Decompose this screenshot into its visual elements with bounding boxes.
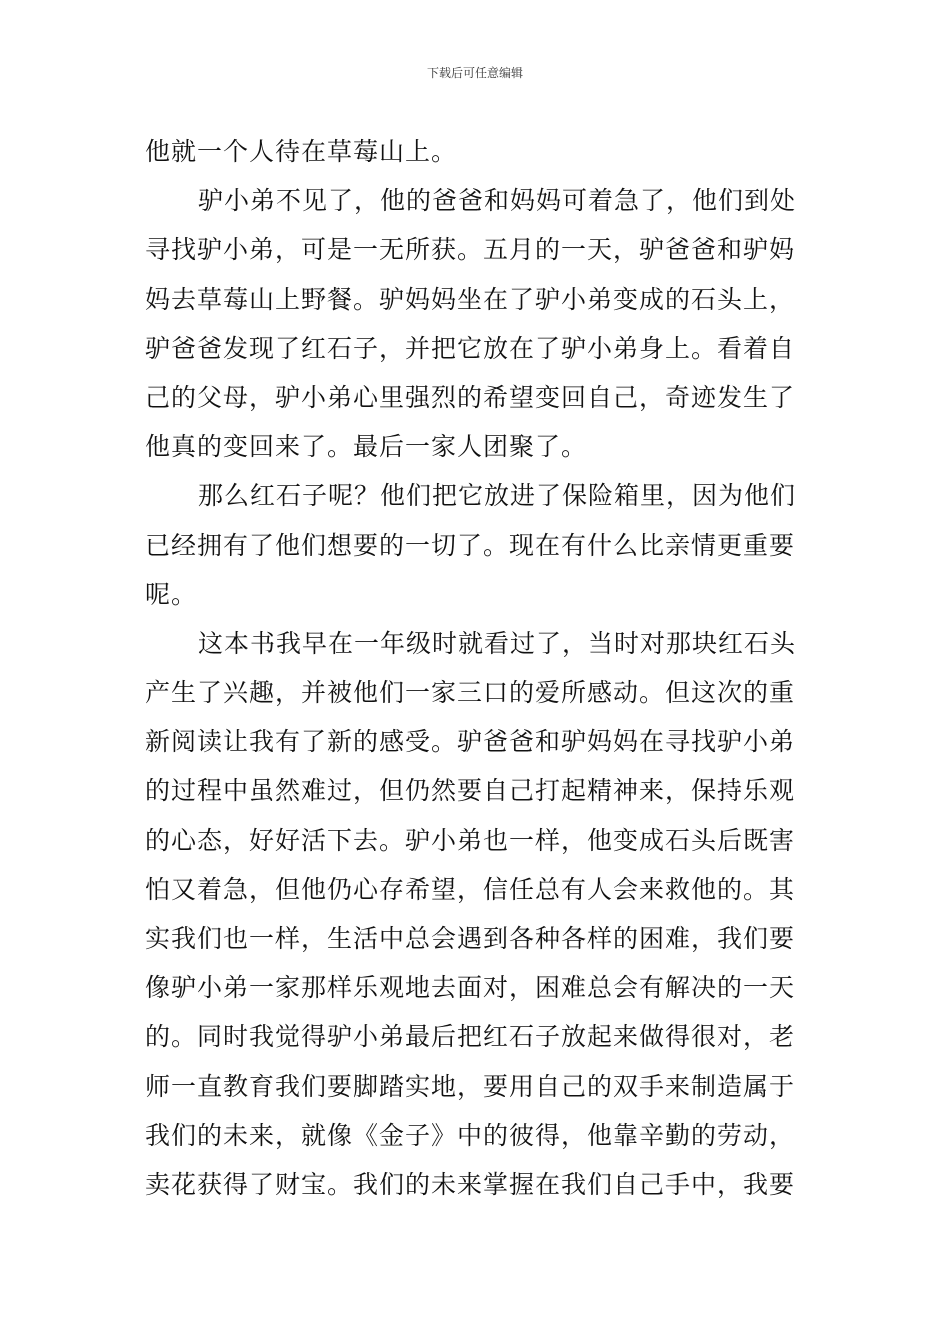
text-line: 产生了兴趣，并被他们一家三口的爱所感动。但这次的重 <box>145 678 796 708</box>
text-line: 他真的变回来了。最后一家人团聚了。 <box>145 432 588 462</box>
text-line: 像驴小弟一家那样乐观地去面对，困难总会有解决的一天 <box>145 973 796 1003</box>
text-line: 我们的未来，就像《金子》中的彼得，他靠辛勤的劳动， <box>145 1120 796 1150</box>
text-line: 寻找驴小弟，可是一无所获。五月的一天，驴爸爸和驴妈 <box>145 235 796 265</box>
text-line: 新阅读让我有了新的感受。驴爸爸和驴妈妈在寻找驴小弟 <box>145 727 796 757</box>
text-line: 那么红石子呢？他们把它放进了保险箱里，因为他们 <box>198 481 797 511</box>
text-line: 的心态，好好活下去。驴小弟也一样，他变成石头后既害 <box>145 825 796 855</box>
text-line: 驴爸爸发现了红石子，并把它放在了驴小弟身上。看着自 <box>145 333 796 363</box>
document-body <box>145 127 810 1209</box>
text-line: 的。同时我觉得驴小弟最后把红石子放起来做得很对，老 <box>145 1022 796 1052</box>
text-line: 这本书我早在一年级时就看过了，当时对那块红石头 <box>198 628 797 658</box>
text-line: 他就一个人待在草莓山上。 <box>145 137 458 166</box>
text-line: 妈去草莓山上野餐。驴妈妈坐在了驴小弟变成的石头上， <box>145 284 796 314</box>
page-header-note: 下载后可任意编辑 <box>426 66 523 80</box>
text-line: 呢。 <box>145 579 198 609</box>
text-line: 卖花获得了财宝。我们的未来掌握在我们自己手中，我要 <box>145 1169 796 1199</box>
text-line: 师一直教育我们要脚踏实地，要用自己的双手来制造属于 <box>145 1071 796 1101</box>
text-line: 的过程中虽然难过，但仍然要自己打起精神来，保持乐观 <box>145 776 796 806</box>
text-line: 实我们也一样，生活中总会遇到各种各样的困难，我们要 <box>145 924 796 953</box>
text-line: 己的父母，驴小弟心里强烈的希望变回自己，奇迹发生了 <box>145 382 796 412</box>
text-line: 已经拥有了他们想要的一切了。现在有什么比亲情更重要 <box>145 530 796 560</box>
text-line: 怕又着急，但他仍心存希望，信任总有人会来救他的。其 <box>145 874 796 904</box>
text-line: 驴小弟不见了，他的爸爸和妈妈可着急了，他们到处 <box>198 186 797 216</box>
